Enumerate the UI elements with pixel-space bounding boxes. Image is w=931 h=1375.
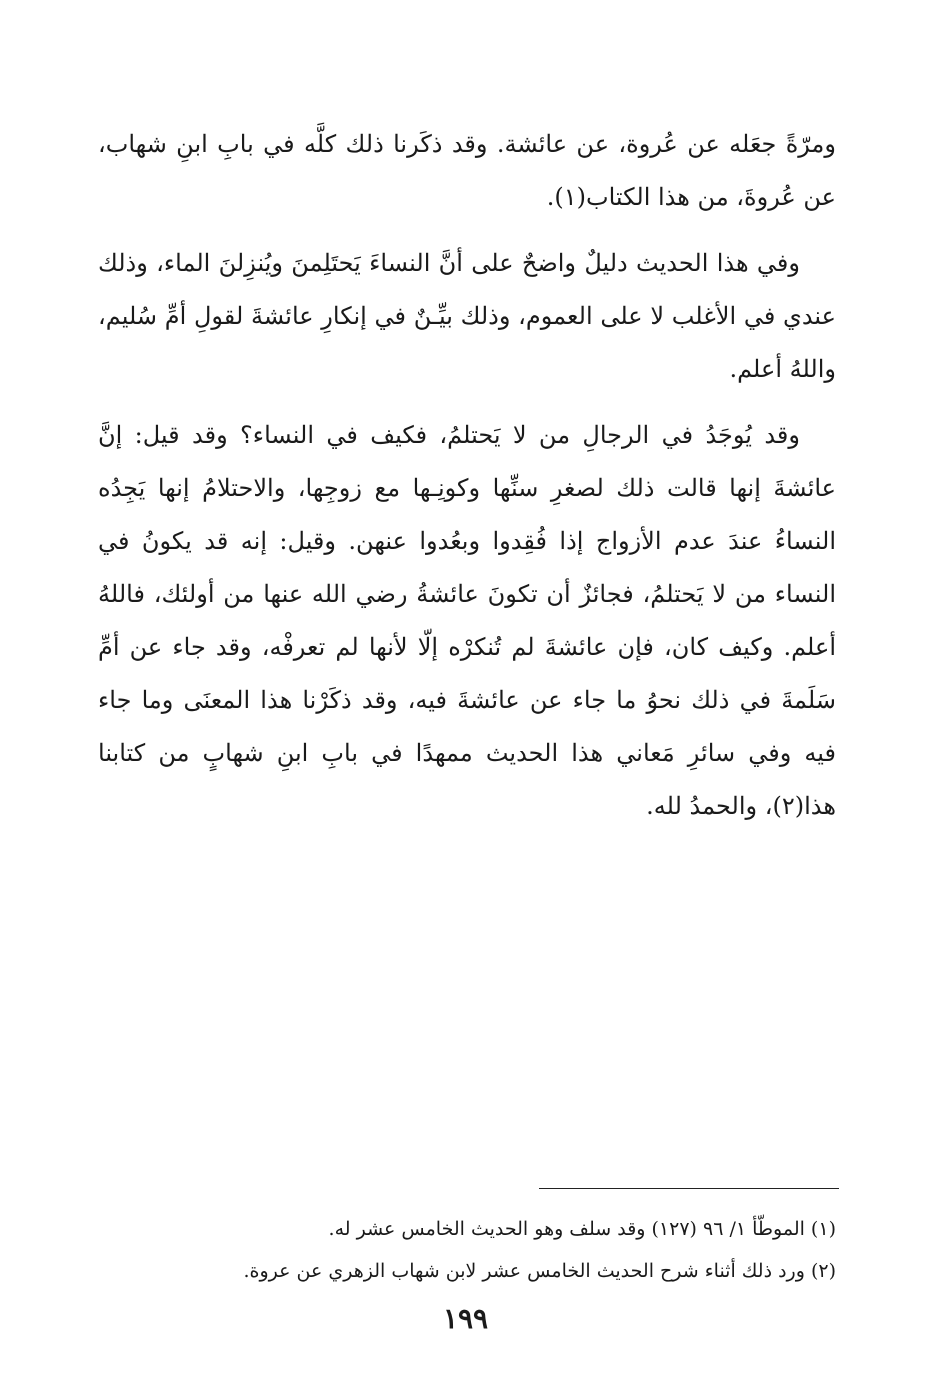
page-number: ١٩٩ xyxy=(442,1302,489,1335)
paragraph-3: وقد يُوجَدُ في الرجالِ من لا يَحتلمُ، فكيف في النساء؟ وقد قيل: إنَّ عائشةَ إنها قالت ذلك لصغرِ سنِّها وكونِـها مع زوجِها، والاحتلامُ إنها يَجِدُه النساءُ عندَ عدم الأزواج إذا فُقِدوا وبعُدوا عنهن. وقيل: إنه قد يكونُ في النساء من لا يَحتلمُ، فجائزٌ أن تكونَ عائشةُ رضي الله عنها من أولئك، فاللهُ أعلم. وكيف كان، فإن عائشةَ لم تُنكرْه إلّا لأنها لم تعرفْه، وقد جاء عن أمِّ سَلَمةَ في ذلك نحوُ ما جاء عن عائشةَ فيه، وقد ذكَرْنا هذا المعنَى وما جاء فيه وفي سائرِ مَعاني هذا الحديث ممهدًا في بابِ ابنِ شهابٍ من كتابنا هذا(٢)، والحمدُ لله. xyxy=(98,421,837,820)
paragraph-1: ومرّةً جعَله عن عُروة، عن عائشة. وقد ذكَرنا ذلك كلَّه في بابِ ابنِ شهاب، عن عُروةَ، من هذا الكتاب(١). xyxy=(98,130,836,211)
footnotes xyxy=(98,1208,836,1292)
main-text xyxy=(98,118,836,846)
footnote-divider xyxy=(539,1188,839,1189)
paragraph-2: وفي هذا الحديث دليلٌ واضحٌ على أنَّ النساءَ يَحتَلِمنَ ويُنزِلنَ الماء، وذلك عندي في الأغلب لا على العموم، وذلك بيِّـنٌ في إنكارِ عائشةَ لقولِ أمِّ سُليم، واللهُ أعلم. xyxy=(98,249,836,383)
footnote-1: (١) الموطّأ ١/ ٩٦ (١٢٧) وقد سلف وهو الحديث الخامس عشر له. xyxy=(328,1218,836,1240)
footnote-2: (٢) ورد ذلك أثناء شرح الحديث الخامس عشر لابن شهاب الزهري عن عروة. xyxy=(243,1260,836,1282)
